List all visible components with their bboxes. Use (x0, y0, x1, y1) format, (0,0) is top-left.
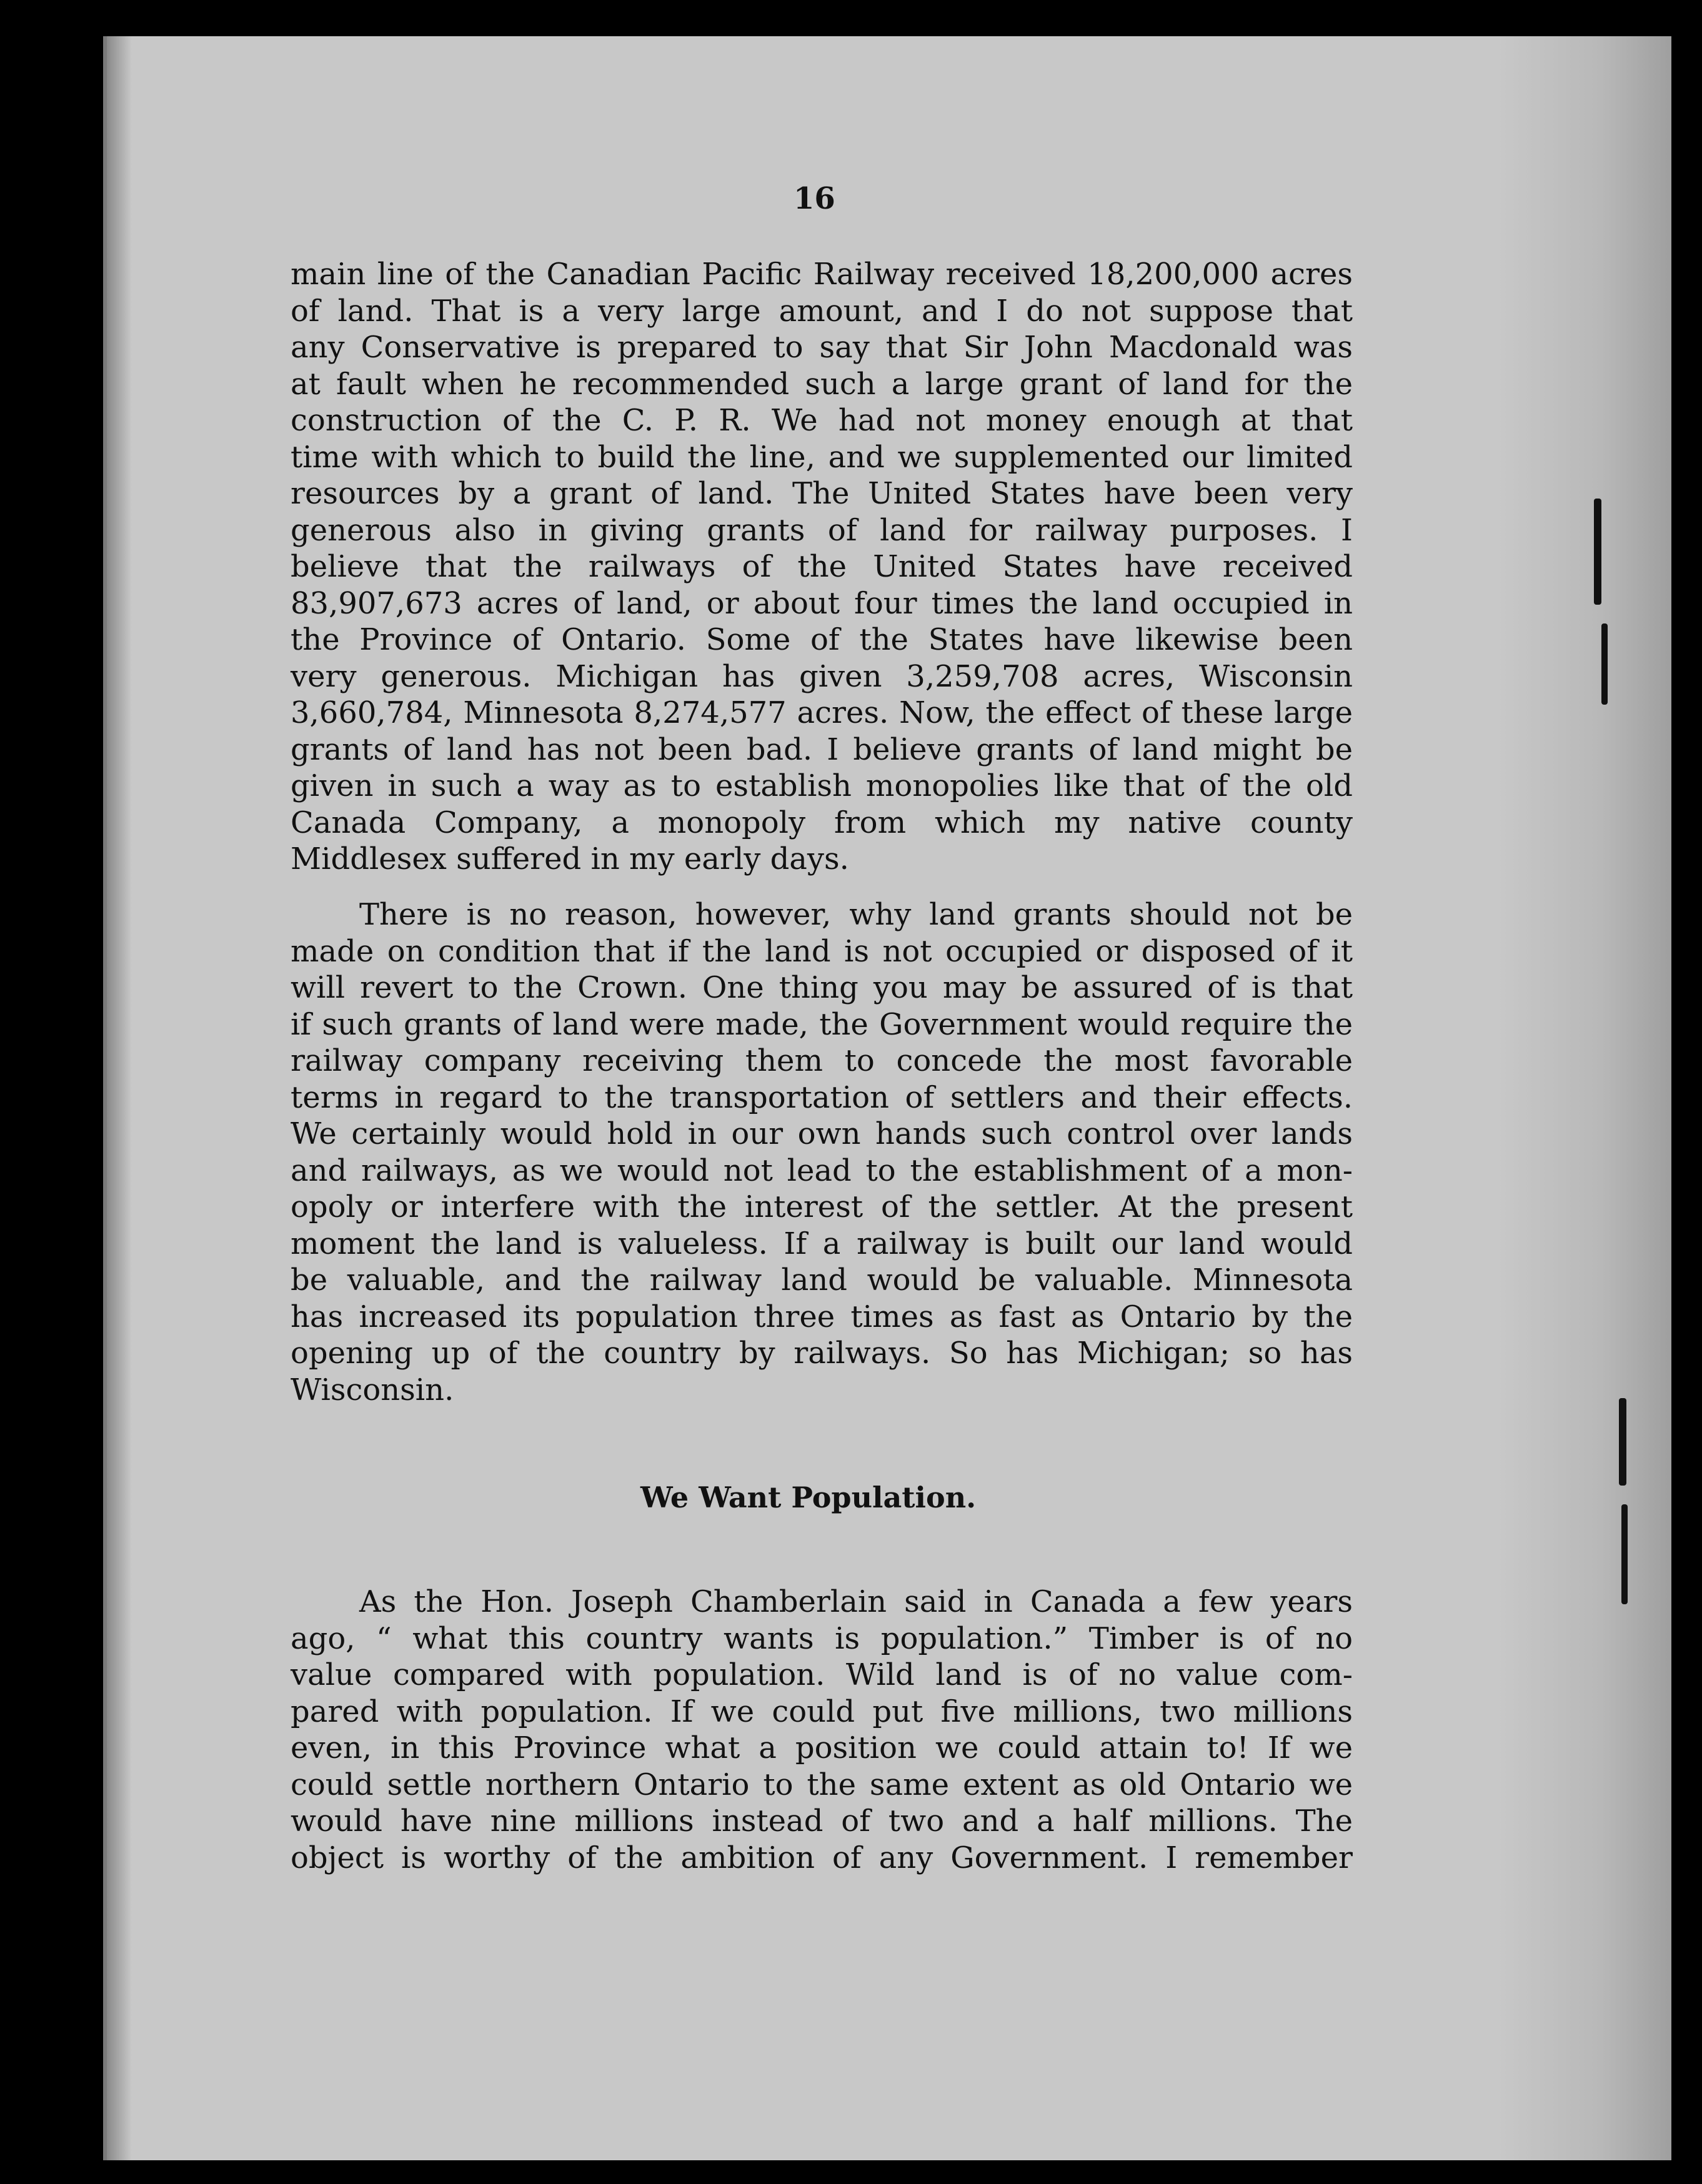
staple-mark (1619, 1398, 1626, 1486)
paragraph-1 (291, 256, 1353, 878)
section-heading: We Want Population. (640, 1481, 977, 1514)
text-line: We certainly would hold in our own hands such control over lands (291, 1116, 1353, 1151)
text-line: As the Hon. Joseph Chamberlain said in Canada a few years (359, 1584, 1353, 1619)
text-line: value compared with population. Wild land is of no value com- (291, 1657, 1353, 1692)
text-line: Middlesex suffered in my early days. (291, 841, 849, 876)
text-line: very generous. Michigan has given 3,259,708 acres, Wisconsin (291, 658, 1353, 694)
text-line: grants of land has not been bad. I believe grants of land might be (291, 732, 1353, 767)
text-line: main line of the Canadian Pacific Railway received 18,200,000 acres (291, 257, 1353, 292)
text-line: moment the land is valueless. If a railway is built our land would (291, 1226, 1353, 1261)
text-line: object is worthy of the ambition of any Government. I remember (291, 1840, 1353, 1875)
text-line: generous also in giving grants of land for railway purposes. I (291, 512, 1353, 548)
text-line: be valuable, and the railway land would be valuable. Minnesota (291, 1263, 1353, 1298)
staple-mark (1621, 1504, 1628, 1604)
text-line: Wisconsin. (291, 1372, 454, 1407)
text-line: Canada Company, a monopoly from which my native county (291, 805, 1353, 840)
text-line: resources by a grant of land. The United States have been very (291, 476, 1353, 511)
text-line: at fault when he recommended such a large grant of land for the (291, 366, 1353, 402)
text-line: There is no reason, however, why land grants should not be (359, 897, 1353, 932)
text-line: and railways, as we would not lead to the establishment of a mon- (291, 1153, 1353, 1188)
text-line: time with which to build the line, and we supplemented our limited (291, 439, 1353, 475)
text-line: will revert to the Crown. One thing you may be assured of is that (291, 970, 1353, 1005)
text-line: 83,907,673 acres of land, or about four times the land occupied in (291, 585, 1353, 621)
text-line: any Conservative is prepared to say that Sir John Macdonald was (291, 330, 1353, 365)
paragraph-3 (291, 1584, 1353, 1876)
binding-shadow (107, 36, 132, 2160)
text-line: even, in this Province what a position we could attain to! If we (291, 1730, 1353, 1765)
staple-mark (1601, 623, 1608, 705)
text-line: railway company receiving them to concede the most favorable (291, 1043, 1353, 1078)
text-line: 3,660,784, Minnesota 8,274,577 acres. Now, the effect of these large (291, 695, 1353, 730)
text-line: would have nine millions instead of two and a half millions. The (291, 1804, 1353, 1839)
text-line: if such grants of land were made, the Government would require the (291, 1006, 1353, 1042)
text-line: opening up of the country by railways. So has Michigan; so has (291, 1336, 1353, 1371)
text-line: the Province of Ontario. Some of the States have likewise been (291, 622, 1353, 657)
text-line: given in such a way as to establish monopolies like that of the old (291, 768, 1353, 803)
text-line: construction of the C. P. R. We had not money enough at that (291, 403, 1353, 438)
page-number: 16 (794, 181, 835, 216)
text-line: has increased its population three times as fast as Ontario by the (291, 1299, 1353, 1334)
staple-mark (1594, 499, 1601, 605)
text-line: pared with population. If we could put five millions, two millions (291, 1694, 1353, 1729)
text-line: believe that the railways of the United States have received (291, 549, 1353, 584)
text-line: of land. That is a very large amount, and I do not suppose that (291, 293, 1353, 329)
text-line: opoly or interfere with the interest of the settler. At the present (291, 1189, 1353, 1224)
text-line: made on condition that if the land is not occupied or disposed of it (291, 933, 1353, 969)
page-gutter (1496, 36, 1671, 2160)
paragraph-2 (291, 896, 1353, 1408)
text-line: ago, “ what this country wants is population.” Timber is of no (291, 1621, 1353, 1656)
text-line: could settle northern Ontario to the same extent as old Ontario we (291, 1767, 1353, 1802)
text-line: terms in regard to the transportation of settlers and their effects. (291, 1080, 1353, 1115)
